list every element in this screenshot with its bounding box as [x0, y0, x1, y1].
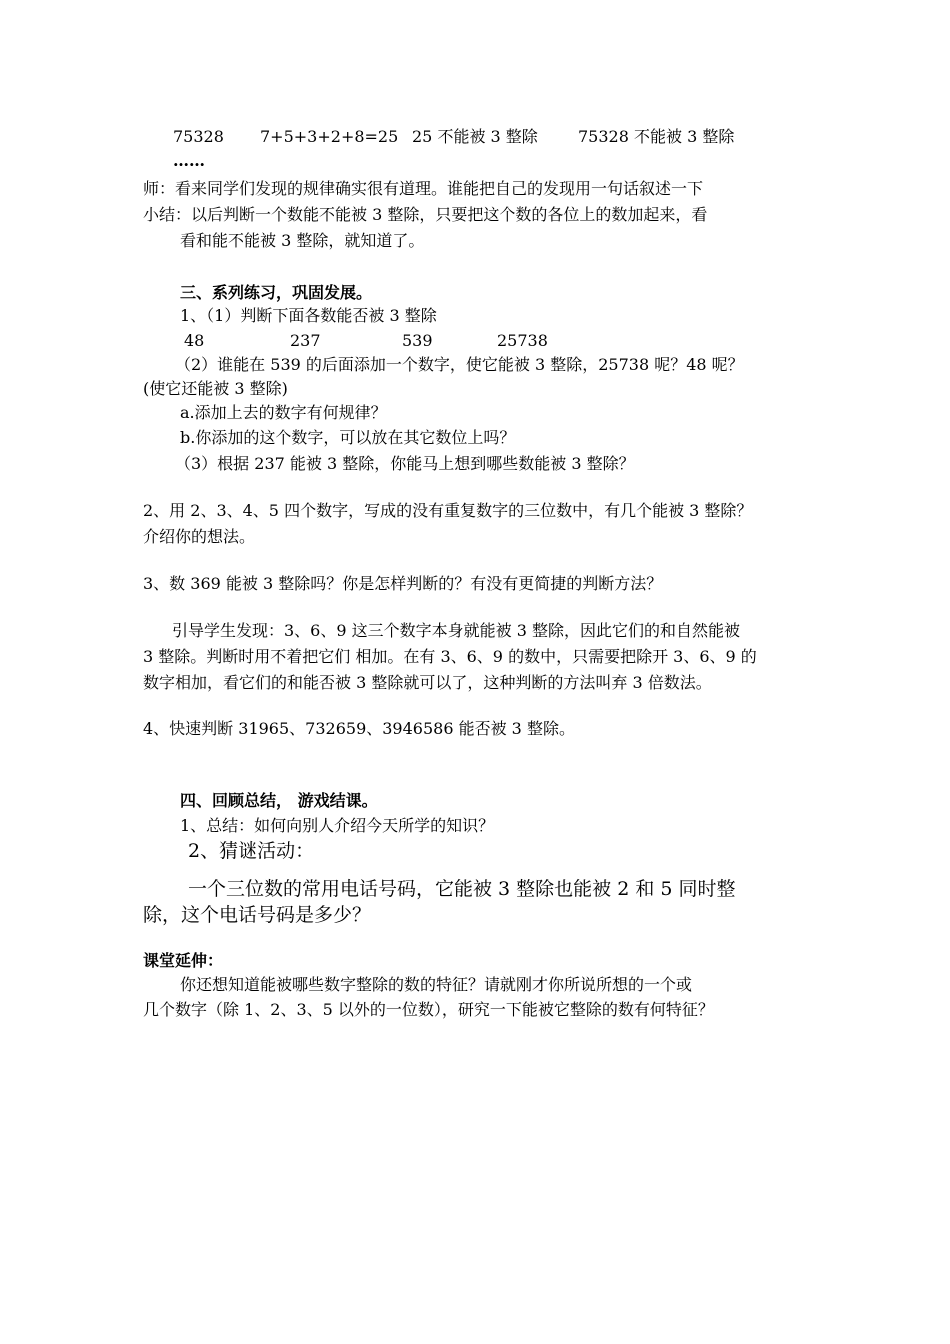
q4: 4、快速判断 31965、732659、3946586 能否被 3 整除。: [143, 719, 575, 738]
extension-heading: 课堂延伸：: [143, 951, 224, 970]
q1-part2-line-1: （2）谁能在 539 的后面添加一个数字，使它能被 3 整除，25738 呢？48 呢？: [175, 355, 744, 374]
guide-line-3: 数字相加，看它们的和能否被 3 整除就可以了，这种判断的方法叫弃 3 倍数法。: [143, 673, 712, 692]
q1-number: 25738: [497, 331, 548, 350]
riddle-item-2: 2、猜谜活动：: [188, 840, 315, 862]
calc-sum-expression: 7+5+3+2+8=25: [260, 127, 399, 146]
q1-number: 48: [184, 331, 205, 350]
summary-line-1: 小结：以后判断一个数能不能被 3 整除，只要把这个数的各位上的数加起来，看: [143, 205, 708, 224]
extension-line-2: 几个数字（除 1、2、3、5 以外的一位数），研究一下能被它整除的数有何特征？: [143, 1000, 714, 1019]
q1-number: 539: [402, 331, 433, 350]
summary-item-1: 1、总结：如何向别人介绍今天所学的知识？: [180, 816, 495, 835]
extension-line-1: 你还想知道能被哪些数字整除的数的特征？请就刚才你所说所想的一个或: [180, 975, 693, 994]
riddle-line-2: 除，这个电话号码是多少？: [143, 904, 372, 926]
q1-sub-a: a.添加上去的数字有何规律？: [180, 403, 387, 422]
section-3-heading: 三、系列练习，巩固发展。: [180, 283, 373, 302]
guide-line-2: 3 整除。判断时用不着把它们 相加。在有 3、6、9 的数中，只需要把除开 3、6、9 的: [143, 647, 757, 666]
calc-result-1: 25 不能被 3 整除: [412, 127, 538, 146]
ellipsis: ……: [173, 151, 205, 170]
teacher-line: 师：看来同学们发现的规律确实很有道理。谁能把自己的发现用一句话叙述一下: [143, 179, 704, 198]
summary-line-2: 看和能不能被 3 整除，就知道了。: [180, 231, 425, 250]
riddle-line-1: 一个三位数的常用电话号码，它能被 3 整除也能被 2 和 5 同时整: [188, 878, 736, 900]
q1-title: 1、（1）判断下面各数能否被 3 整除: [180, 306, 437, 325]
q1-number: 237: [290, 331, 321, 350]
q3: 3、数 369 能被 3 整除吗？你是怎样判断的？有没有更简捷的判断方法？: [143, 574, 663, 593]
q1-part2-line-2: (使它还能被 3 整除): [143, 379, 288, 398]
guide-line-1: 引导学生发现：3、6、9 这三个数字本身就能被 3 整除，因此它们的和自然能被: [172, 621, 740, 640]
section-4-heading: 四、回顾总结， 游戏结课。: [180, 791, 378, 810]
q2-line-1: 2、用 2、3、4、5 四个数字，写成的没有重复数字的三位数中，有几个能被 3 整除？: [143, 501, 753, 520]
calc-result-2: 75328 不能被 3 整除: [578, 127, 735, 146]
q1-part3: （3）根据 237 能被 3 整除，你能马上想到哪些数能被 3 整除？: [175, 454, 635, 473]
q1-sub-b: b.你添加的这个数字，可以放在其它数位上吗？: [180, 428, 516, 447]
q2-line-2: 介绍你的想法。: [143, 527, 256, 546]
calc-number: 75328: [173, 127, 224, 146]
